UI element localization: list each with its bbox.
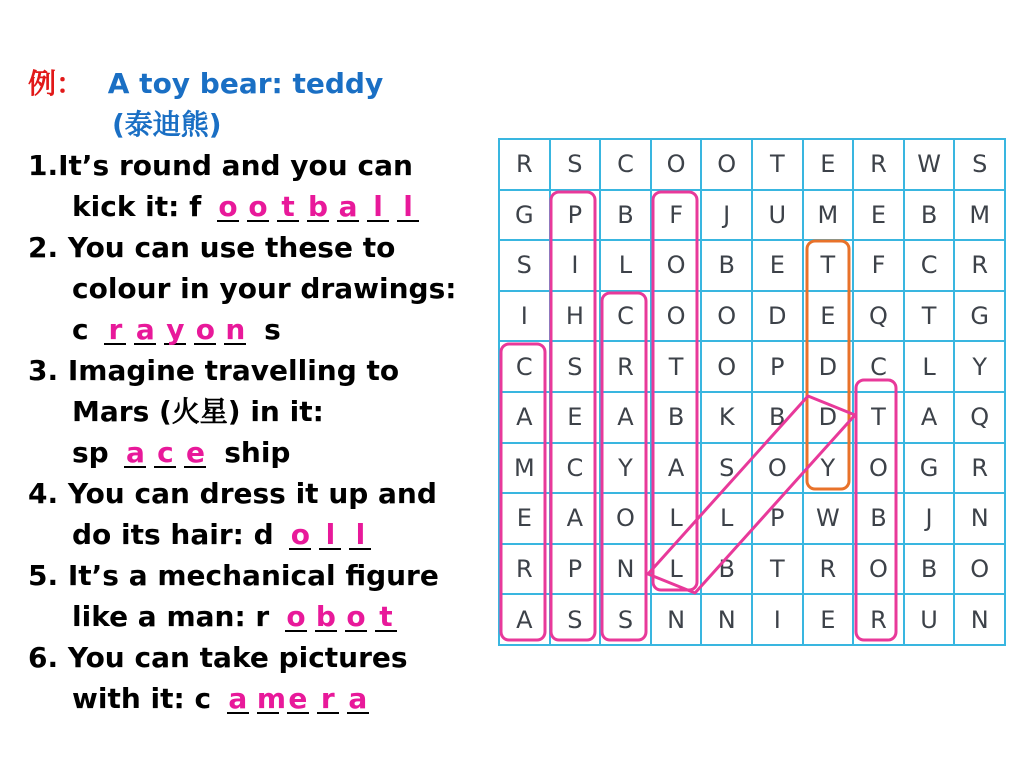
grid-cell: B	[702, 241, 751, 290]
clue-4-prefix: do its hair: d	[72, 518, 274, 551]
answer-letter: e	[185, 436, 205, 469]
grid-cell: T	[854, 393, 903, 442]
grid-cell: O	[854, 444, 903, 493]
grid-cell: M	[804, 191, 853, 240]
grid-cell: A	[905, 393, 954, 442]
grid-cell: P	[551, 191, 600, 240]
clue-2-answer-line	[72, 314, 281, 346]
clue-3-text: 3. Imagine travelling to	[28, 354, 400, 387]
grid-cell: U	[753, 191, 802, 240]
grid-cell: J	[702, 191, 751, 240]
answer-letter: l	[367, 194, 389, 222]
grid-cell: B	[753, 393, 802, 442]
answer-letter: r	[317, 686, 339, 714]
grid-cell: S	[551, 342, 600, 391]
answer-letter: a	[348, 682, 368, 715]
clue-1-answer	[217, 191, 427, 223]
grid-cell: B	[905, 545, 954, 594]
clue-2-answer	[104, 314, 254, 346]
clue-6-answer-line	[72, 683, 377, 715]
grid-cell: B	[702, 545, 751, 594]
grid-cell: C	[601, 140, 650, 189]
grid-cell: E	[753, 241, 802, 290]
answer-letter: y	[166, 313, 185, 346]
clue-2-prefix: c	[72, 313, 89, 346]
grid-cell: O	[702, 292, 751, 341]
grid-cell: P	[753, 494, 802, 543]
grid-cell: Y	[804, 444, 853, 493]
grid-cell: O	[652, 140, 701, 189]
grid-cell: I	[753, 595, 802, 644]
grid-cell: R	[601, 342, 650, 391]
answer-letter: l	[349, 522, 371, 550]
grid-cell: C	[500, 342, 549, 391]
answer-letter: o	[346, 600, 366, 633]
clue-4-answer	[289, 519, 379, 551]
grid-cell: N	[652, 595, 701, 644]
example-text: A toy bear: teddy	[107, 67, 384, 100]
clue-1-text: 1.It’s round and you can	[28, 149, 413, 182]
answer-letter: a	[338, 190, 358, 223]
grid-cell: H	[551, 292, 600, 341]
grid-cell: U	[905, 595, 954, 644]
grid-cell: R	[804, 545, 853, 594]
clue-3-suffix: ship	[224, 436, 291, 469]
grid-cell: O	[702, 342, 751, 391]
answer-letter: n	[225, 313, 246, 346]
grid-cell: J	[905, 494, 954, 543]
answer-letter: o	[218, 190, 238, 223]
grid-cell: N	[955, 595, 1004, 644]
clue-3-answer-line	[72, 437, 290, 469]
grid-cell: R	[500, 140, 549, 189]
grid-cell: E	[804, 292, 853, 341]
grid-cell: N	[955, 494, 1004, 543]
grid-cell: C	[601, 292, 650, 341]
clue-5-text: 5. It’s a mechanical figure	[28, 559, 439, 592]
grid-cell: R	[854, 140, 903, 189]
grid-cell: G	[500, 191, 549, 240]
clue-3-answer	[124, 437, 214, 469]
grid-cell: F	[652, 191, 701, 240]
grid-cell: O	[753, 444, 802, 493]
answer-letter: t	[277, 194, 299, 222]
grid-cell: A	[601, 393, 650, 442]
grid-cell: W	[804, 494, 853, 543]
grid-cell: B	[905, 191, 954, 240]
clue-2-text-2: colour in your drawings:	[72, 272, 457, 305]
answer-letter: a	[228, 682, 248, 715]
grid-cell: A	[500, 595, 549, 644]
grid-cell: S	[702, 444, 751, 493]
grid-cell: W	[905, 140, 954, 189]
example-label: 例：	[28, 67, 85, 100]
grid-cell: O	[652, 292, 701, 341]
grid-cell: I	[500, 292, 549, 341]
grid-cell: L	[652, 494, 701, 543]
answer-letter: o	[248, 190, 268, 223]
grid-cell: D	[804, 342, 853, 391]
answer-letter: e	[288, 682, 308, 715]
clue-1-answer-line	[72, 191, 427, 223]
grid-cell: T	[652, 342, 701, 391]
grid-cell: A	[652, 444, 701, 493]
grid-cell: O	[652, 241, 701, 290]
answer-letter: a	[126, 436, 145, 469]
grid-cell: K	[702, 393, 751, 442]
answer-letter: b	[308, 190, 329, 223]
clue-3-prefix: sp	[72, 436, 109, 469]
grid-cell: E	[551, 393, 600, 442]
grid-cell: S	[955, 140, 1004, 189]
word-search-grid	[498, 138, 1006, 646]
grid-cell: L	[652, 545, 701, 594]
answer-letter: c	[154, 440, 176, 468]
grid-cell: Y	[955, 342, 1004, 391]
grid-cell: Q	[955, 393, 1004, 442]
grid-cell: C	[551, 444, 600, 493]
clue-3-text-2: Mars (火星) in it:	[72, 395, 324, 428]
grid-cell: S	[500, 241, 549, 290]
example-line	[28, 68, 383, 100]
grid-cell: O	[854, 545, 903, 594]
grid-cell: L	[702, 494, 751, 543]
clue-6-prefix: with it: c	[72, 682, 212, 715]
grid-cell: L	[905, 342, 954, 391]
grid-cell: T	[905, 292, 954, 341]
answer-letter: o	[195, 313, 215, 346]
clue-6-text: 6. You can take pictures	[28, 641, 408, 674]
grid-cell: Q	[854, 292, 903, 341]
grid-cell: I	[551, 241, 600, 290]
clue-1-prefix: kick it: f	[72, 190, 202, 223]
grid-cell: P	[753, 342, 802, 391]
grid-cell: M	[955, 191, 1004, 240]
grid-cell: E	[500, 494, 549, 543]
grid-cell: F	[854, 241, 903, 290]
clue-6-answer	[227, 683, 377, 715]
answer-letter: a	[135, 313, 155, 346]
clue-5-answer	[285, 601, 405, 633]
answer-letter: o	[286, 600, 306, 633]
grid-cell: P	[551, 545, 600, 594]
grid-cell: S	[551, 595, 600, 644]
clue-5-prefix: like a man: r	[72, 600, 270, 633]
grid-cell: C	[854, 342, 903, 391]
answer-letter: o	[290, 518, 311, 551]
grid-cell: B	[601, 191, 650, 240]
grid-cell: B	[854, 494, 903, 543]
answer-letter: l	[319, 522, 341, 550]
answer-letter: b	[315, 600, 336, 633]
grid-cell: E	[854, 191, 903, 240]
answer-letter: t	[375, 604, 397, 632]
grid-cell: M	[500, 444, 549, 493]
grid-cell: R	[854, 595, 903, 644]
grid-cell: R	[500, 545, 549, 594]
grid-cell: L	[601, 241, 650, 290]
grid-cell: N	[702, 595, 751, 644]
example-translation: (泰迪熊)	[112, 108, 222, 141]
grid-cell: G	[955, 292, 1004, 341]
grid-cell: O	[601, 494, 650, 543]
grid-cell: R	[955, 241, 1004, 290]
grid-cell: T	[804, 241, 853, 290]
grid-cell: G	[905, 444, 954, 493]
grid-cell: O	[702, 140, 751, 189]
clue-panel	[0, 0, 500, 768]
grid-cell: T	[753, 140, 802, 189]
clue-2-text: 2. You can use these to	[28, 231, 396, 264]
grid-cell: A	[500, 393, 549, 442]
grid-cell: E	[804, 140, 853, 189]
grid-cell: O	[955, 545, 1004, 594]
clue-2-suffix: s	[264, 313, 281, 346]
grid-cell: Y	[601, 444, 650, 493]
grid-cell: T	[753, 545, 802, 594]
grid-cell: S	[601, 595, 650, 644]
grid-cell: D	[753, 292, 802, 341]
grid-cell: R	[955, 444, 1004, 493]
clue-4-answer-line	[72, 519, 379, 551]
answer-letter: m	[256, 682, 286, 715]
word-search-puzzle	[498, 138, 1006, 646]
clue-4-text: 4. You can dress it up and	[28, 477, 437, 510]
answer-letter: r	[104, 317, 126, 345]
grid-cell: N	[601, 545, 650, 594]
grid-cell: A	[551, 494, 600, 543]
clue-5-answer-line	[72, 601, 405, 633]
grid-cell: S	[551, 140, 600, 189]
grid-cell: B	[652, 393, 701, 442]
grid-cell: D	[804, 393, 853, 442]
answer-letter: l	[397, 194, 419, 222]
grid-cell: C	[905, 241, 954, 290]
grid-cell: E	[804, 595, 853, 644]
